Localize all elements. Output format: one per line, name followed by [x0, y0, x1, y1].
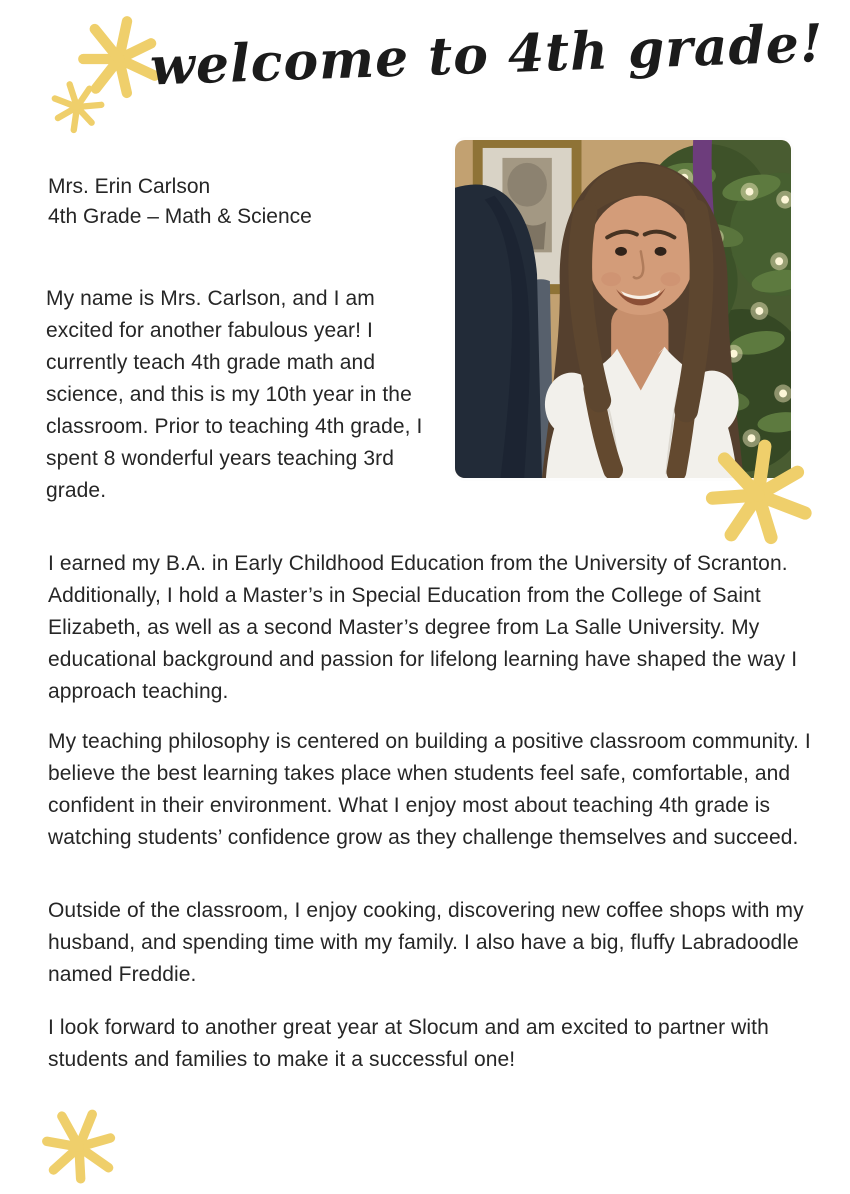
bio-paragraph-1: My name is Mrs. Carlson, and I am excited for another fabulous year! I currently teach 4th grade math and science, and this is my 10th year in the classroom. Prior to teaching 4th grade, I spent 8 wonderful years teaching 3rd grade.: [46, 287, 423, 502]
teacher-info: [48, 172, 312, 232]
teacher-role: 4th Grade – Math & Science: [48, 205, 312, 228]
bio-paragraph-3: My teaching philosophy is centered on building a positive classroom community. I believe the best learning takes place when students feel safe, comfortable, and confident in their environment. What I enjoy most about teaching 4th grade is watching students’ confidence grow as they challenge themselves and succeed.: [48, 730, 811, 849]
teacher-photo: [455, 140, 791, 478]
bio-paragraph-5: I look forward to another great year at Slocum and am excited to partner with students and families to make it a successful one!: [48, 1016, 769, 1071]
bio-paragraph-2: I earned my B.A. in Early Childhood Education from the University of Scranton. Additionally, I hold a Master’s in Special Education from the College of Saint Elizabeth, as well as a second Master’s degree from La Salle University. My educational background and passion for lifelong learning have shaped the way I approach teaching.: [48, 552, 798, 703]
starburst-icon: [690, 427, 826, 563]
teacher-photo-illustration: [455, 140, 791, 478]
page-title: welcome to 4th grade!: [149, 12, 825, 98]
bio-paragraph-4: Outside of the classroom, I enjoy cooking, discovering new coffee shops with my husband, and spending time with my family. I also have a big, fluffy Labradoodle named Freddie.: [48, 899, 804, 986]
starburst-icon: [23, 1091, 135, 1194]
teacher-name: Mrs. Erin Carlson: [48, 175, 211, 198]
